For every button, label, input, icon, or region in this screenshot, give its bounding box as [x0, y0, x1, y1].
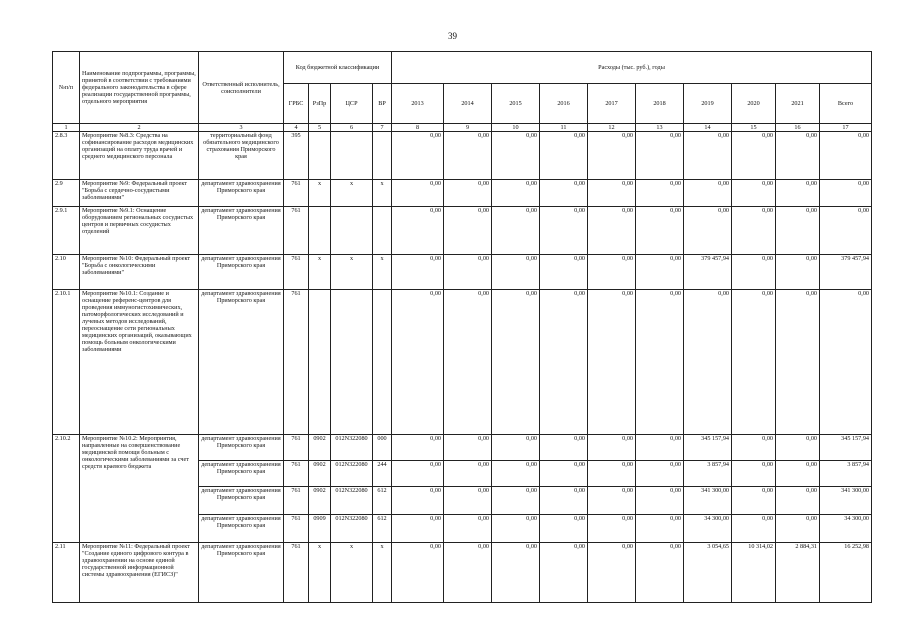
- header-num: №п/п: [53, 52, 80, 124]
- col-number: 9: [444, 124, 492, 132]
- value-cell: 0,00: [732, 180, 776, 207]
- vr-cell: 612: [373, 487, 392, 515]
- table-row: [53, 255, 872, 290]
- value-cell: 0,00: [392, 515, 444, 543]
- value-cell: 0,00: [776, 207, 820, 255]
- value-cell: 0,00: [444, 487, 492, 515]
- value-cell: 0,00: [540, 180, 588, 207]
- csr-cell: [331, 132, 373, 180]
- value-cell: 0,00: [684, 207, 732, 255]
- value-cell: 341 300,00: [684, 487, 732, 515]
- row-name: Мероприятие №9: Федеральный проект "Борьба с сердечно-сосудистыми заболеваниями": [80, 180, 199, 207]
- col-number: 13: [636, 124, 684, 132]
- total-cell: 0,00: [820, 132, 872, 180]
- header-year: 2017: [588, 84, 636, 124]
- total-cell: 3 857,94: [820, 461, 872, 487]
- csr-cell: x: [331, 543, 373, 603]
- value-cell: 0,00: [588, 180, 636, 207]
- value-cell: 0,00: [392, 290, 444, 435]
- rzpr-cell: 0902: [309, 461, 331, 487]
- row-name: Мероприятие №10: Федеральный проект "Борьба с онкологическими заболеваниями": [80, 255, 199, 290]
- value-cell: 0,00: [492, 461, 540, 487]
- grbs-cell: 761: [284, 461, 309, 487]
- value-cell: 0,00: [588, 435, 636, 461]
- value-cell: 379 457,94: [684, 255, 732, 290]
- value-cell: 0,00: [492, 290, 540, 435]
- total-cell: 0,00: [820, 290, 872, 435]
- value-cell: 0,00: [540, 290, 588, 435]
- value-cell: 0,00: [540, 461, 588, 487]
- value-cell: 0,00: [444, 207, 492, 255]
- header-name: Наименование подпрограммы, программы, принятой в соответствии с требованиями федерального законодательства в сфере реализации государственной программы, отдельного мероприятия: [80, 52, 199, 124]
- rzpr-cell: 0902: [309, 435, 331, 461]
- col-number: 7: [373, 124, 392, 132]
- value-cell: 0,00: [444, 255, 492, 290]
- value-cell: 0,00: [732, 132, 776, 180]
- row-name: Мероприятие №11: Федеральный проект "Создание единого цифрового контура в здравоохранении на основе единой государственной информационной системы здравоохранения (ЕГИСЗ)": [80, 543, 199, 603]
- value-cell: 0,00: [636, 180, 684, 207]
- value-cell: 0,00: [392, 461, 444, 487]
- value-cell: 0,00: [684, 290, 732, 435]
- value-cell: 0,00: [776, 132, 820, 180]
- table-header: [53, 52, 872, 132]
- value-cell: 0,00: [636, 487, 684, 515]
- col-number: 17: [820, 124, 872, 132]
- value-cell: 0,00: [776, 435, 820, 461]
- value-cell: 0,00: [392, 132, 444, 180]
- page-number: 39: [448, 31, 457, 41]
- value-cell: 0,00: [492, 543, 540, 603]
- rzpr-cell: [309, 290, 331, 435]
- header-csr: ЦСР: [331, 84, 373, 124]
- responsible-cell: департамент здравоохранения Приморского края: [199, 487, 284, 515]
- value-cell: 0,00: [636, 543, 684, 603]
- value-cell: 0,00: [540, 543, 588, 603]
- value-cell: 34 300,00: [684, 515, 732, 543]
- responsible-cell: департамент здравоохранения Приморского края: [199, 543, 284, 603]
- value-cell: 0,00: [776, 515, 820, 543]
- value-cell: 0,00: [732, 515, 776, 543]
- value-cell: 0,00: [444, 290, 492, 435]
- row-number: 2.10: [53, 255, 80, 290]
- row-name: Мероприятие №9.1: Оснащение оборудованием региональных сосудистых центров и первичных сосудистых отделений: [80, 207, 199, 255]
- row-number: 2.9: [53, 180, 80, 207]
- responsible-cell: департамент здравоохранения Приморского края: [199, 435, 284, 461]
- value-cell: 0,00: [636, 461, 684, 487]
- col-number: 11: [540, 124, 588, 132]
- value-cell: 0,00: [444, 461, 492, 487]
- value-cell: 0,00: [392, 543, 444, 603]
- value-cell: 0,00: [540, 255, 588, 290]
- total-cell: 0,00: [820, 180, 872, 207]
- value-cell: 0,00: [776, 180, 820, 207]
- value-cell: 0,00: [588, 487, 636, 515]
- col-number: 6: [331, 124, 373, 132]
- csr-cell: [331, 290, 373, 435]
- total-cell: 379 457,94: [820, 255, 872, 290]
- header-year: 2018: [636, 84, 684, 124]
- value-cell: 0,00: [588, 132, 636, 180]
- row-name: Мероприятие №10.2: Мероприятия, направленные на совершенствование медицинской помощи больным с онкологическими заболеваниями за счет средств краевого бюджета: [80, 435, 199, 543]
- value-cell: 0,00: [492, 255, 540, 290]
- csr-cell: 012N322080: [331, 435, 373, 461]
- value-cell: 0,00: [492, 515, 540, 543]
- value-cell: 0,00: [444, 543, 492, 603]
- col-number: 3: [199, 124, 284, 132]
- row-number: 2.8.3: [53, 132, 80, 180]
- total-cell: 16 252,98: [820, 543, 872, 603]
- grbs-cell: 761: [284, 543, 309, 603]
- table-row: [53, 543, 872, 603]
- grbs-cell: 761: [284, 515, 309, 543]
- column-number-row: [53, 124, 872, 132]
- header-year: 2016: [540, 84, 588, 124]
- value-cell: 3 054,65: [684, 543, 732, 603]
- col-number: 2: [80, 124, 199, 132]
- header-rzpr: РзПр: [309, 84, 331, 124]
- value-cell: 0,00: [732, 207, 776, 255]
- value-cell: 0,00: [392, 487, 444, 515]
- value-cell: 345 157,94: [684, 435, 732, 461]
- grbs-cell: 761: [284, 487, 309, 515]
- value-cell: 0,00: [492, 207, 540, 255]
- table-row: [53, 207, 872, 255]
- vr-cell: 612: [373, 515, 392, 543]
- csr-cell: 012N322080: [331, 461, 373, 487]
- col-number: 5: [309, 124, 331, 132]
- value-cell: 0,00: [492, 487, 540, 515]
- value-cell: 0,00: [684, 132, 732, 180]
- header-year: 2020: [732, 84, 776, 124]
- row-number: 2.11: [53, 543, 80, 603]
- col-number: 12: [588, 124, 636, 132]
- header-year: 2019: [684, 84, 732, 124]
- rzpr-cell: x: [309, 543, 331, 603]
- table-row: [53, 180, 872, 207]
- vr-cell: x: [373, 255, 392, 290]
- csr-cell: 012N322080: [331, 487, 373, 515]
- total-cell: 34 300,00: [820, 515, 872, 543]
- value-cell: 0,00: [636, 515, 684, 543]
- value-cell: 0,00: [732, 461, 776, 487]
- value-cell: 3 857,94: [684, 461, 732, 487]
- header-expenses: Расходы (тыс. руб.), годы: [392, 52, 872, 84]
- value-cell: 0,00: [540, 132, 588, 180]
- table-body: [53, 132, 872, 603]
- value-cell: 0,00: [588, 255, 636, 290]
- value-cell: 0,00: [444, 132, 492, 180]
- vr-cell: [373, 132, 392, 180]
- value-cell: 0,00: [732, 290, 776, 435]
- header-year: 2021: [776, 84, 820, 124]
- value-cell: 10 314,02: [732, 543, 776, 603]
- grbs-cell: 761: [284, 290, 309, 435]
- grbs-cell: 761: [284, 207, 309, 255]
- header-total: Всего: [820, 84, 872, 124]
- grbs-cell: 395: [284, 132, 309, 180]
- value-cell: 0,00: [540, 515, 588, 543]
- col-number: 4: [284, 124, 309, 132]
- rzpr-cell: 0902: [309, 487, 331, 515]
- value-cell: 0,00: [636, 290, 684, 435]
- table-row: [53, 435, 872, 461]
- budget-table: [52, 51, 872, 603]
- value-cell: 0,00: [776, 487, 820, 515]
- vr-cell: x: [373, 180, 392, 207]
- rzpr-cell: 0909: [309, 515, 331, 543]
- value-cell: 0,00: [588, 461, 636, 487]
- value-cell: 0,00: [588, 515, 636, 543]
- rzpr-cell: [309, 207, 331, 255]
- value-cell: 2 884,31: [776, 543, 820, 603]
- header-budget-code: Код бюджетной классификации: [284, 52, 392, 84]
- value-cell: 0,00: [540, 487, 588, 515]
- value-cell: 0,00: [492, 180, 540, 207]
- value-cell: 0,00: [732, 255, 776, 290]
- value-cell: 0,00: [684, 180, 732, 207]
- csr-cell: x: [331, 180, 373, 207]
- value-cell: 0,00: [392, 435, 444, 461]
- col-number: 1: [53, 124, 80, 132]
- header-year: 2015: [492, 84, 540, 124]
- value-cell: 0,00: [444, 180, 492, 207]
- value-cell: 0,00: [776, 290, 820, 435]
- value-cell: 0,00: [540, 435, 588, 461]
- value-cell: 0,00: [636, 132, 684, 180]
- vr-cell: x: [373, 543, 392, 603]
- value-cell: 0,00: [444, 515, 492, 543]
- value-cell: 0,00: [732, 487, 776, 515]
- rzpr-cell: [309, 132, 331, 180]
- total-cell: 345 157,94: [820, 435, 872, 461]
- responsible-cell: департамент здравоохранения Приморского края: [199, 461, 284, 487]
- table-row: [53, 132, 872, 180]
- col-number: 14: [684, 124, 732, 132]
- value-cell: 0,00: [776, 461, 820, 487]
- header-year: 2014: [444, 84, 492, 124]
- grbs-cell: 761: [284, 180, 309, 207]
- header-grbs: ГРБС: [284, 84, 309, 124]
- col-number: 15: [732, 124, 776, 132]
- responsible-cell: департамент здравоохранения Приморского края: [199, 290, 284, 435]
- col-number: 10: [492, 124, 540, 132]
- vr-cell: [373, 207, 392, 255]
- value-cell: 0,00: [588, 290, 636, 435]
- value-cell: 0,00: [492, 132, 540, 180]
- row-name: Мероприятие №10.1: Создание и оснащение референс-центров для проведения иммуногистохимических, патоморфологических исследований и лучевых методов исследований, переоснащение сети региональных медицинских организаций, оказывающих помощь больным онкологическими заболеваниями: [80, 290, 199, 435]
- csr-cell: x: [331, 255, 373, 290]
- csr-cell: [331, 207, 373, 255]
- responsible-cell: территориальный фонд обязательного медицинского страхования Приморского края: [199, 132, 284, 180]
- row-number: 2.10.2: [53, 435, 80, 543]
- table-row: [53, 290, 872, 435]
- value-cell: 0,00: [492, 435, 540, 461]
- value-cell: 0,00: [392, 255, 444, 290]
- responsible-cell: департамент здравоохранения Приморского края: [199, 180, 284, 207]
- responsible-cell: департамент здравоохранения Приморского края: [199, 515, 284, 543]
- value-cell: 0,00: [636, 207, 684, 255]
- total-cell: 0,00: [820, 207, 872, 255]
- value-cell: 0,00: [776, 255, 820, 290]
- vr-cell: 000: [373, 435, 392, 461]
- total-cell: 341 300,00: [820, 487, 872, 515]
- vr-cell: [373, 290, 392, 435]
- rzpr-cell: x: [309, 180, 331, 207]
- header-vr: ВР: [373, 84, 392, 124]
- responsible-cell: департамент здравоохранения Приморского края: [199, 207, 284, 255]
- row-name: Мероприятие №8.3: Средства на софинансирование расходов медицинских организаций на оплату труда врачей и среднего медицинского персонала: [80, 132, 199, 180]
- col-number: 8: [392, 124, 444, 132]
- value-cell: 0,00: [636, 435, 684, 461]
- value-cell: 0,00: [392, 207, 444, 255]
- value-cell: 0,00: [636, 255, 684, 290]
- header-year: 2013: [392, 84, 444, 124]
- csr-cell: 012N322080: [331, 515, 373, 543]
- col-number: 16: [776, 124, 820, 132]
- row-number: 2.9.1: [53, 207, 80, 255]
- value-cell: 0,00: [540, 207, 588, 255]
- vr-cell: 244: [373, 461, 392, 487]
- grbs-cell: 761: [284, 255, 309, 290]
- value-cell: 0,00: [588, 543, 636, 603]
- value-cell: 0,00: [444, 435, 492, 461]
- rzpr-cell: x: [309, 255, 331, 290]
- value-cell: 0,00: [392, 180, 444, 207]
- header-responsible: Ответственный исполнитель, соисполнители: [199, 52, 284, 124]
- row-number: 2.10.1: [53, 290, 80, 435]
- responsible-cell: департамент здравоохранения Приморского края: [199, 255, 284, 290]
- value-cell: 0,00: [732, 435, 776, 461]
- grbs-cell: 761: [284, 435, 309, 461]
- value-cell: 0,00: [588, 207, 636, 255]
